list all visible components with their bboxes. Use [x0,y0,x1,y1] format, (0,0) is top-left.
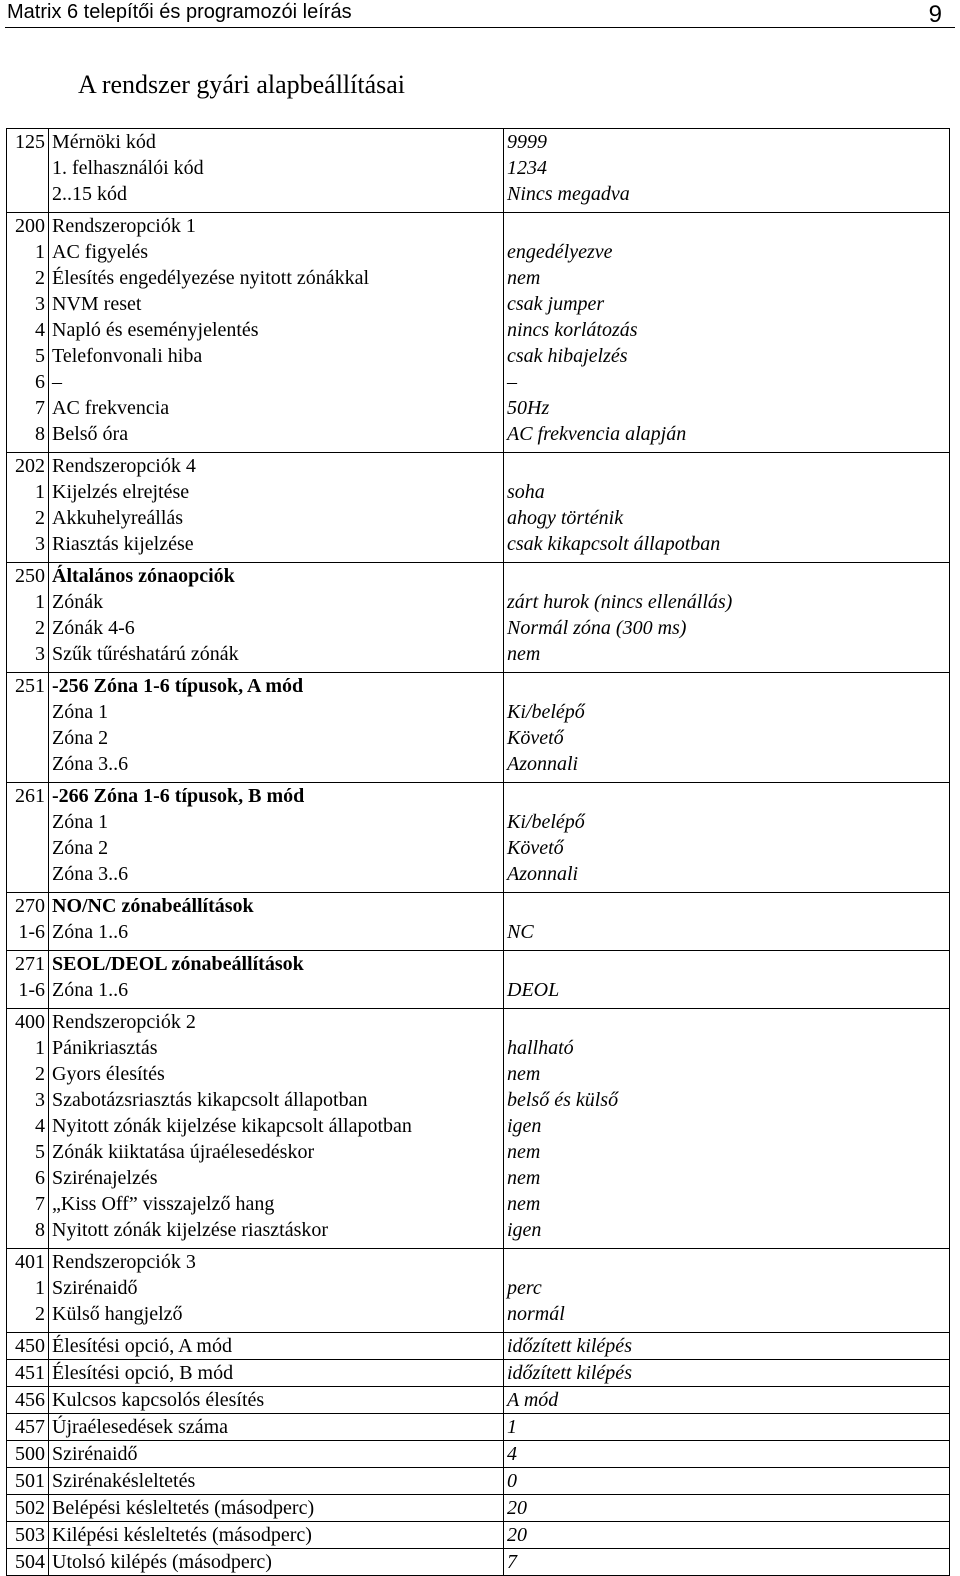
table-row [7,1249,950,1333]
option-code: 503 [7,1522,49,1549]
option-name: Belépési késleltetés (másodperc) [49,1495,504,1522]
option-code: 200 [15,215,45,237]
option-name: Szirénaidő [49,1441,504,1468]
option-name: Zóna 2 [52,727,109,749]
option-value: AC frekvencia alapján [507,423,687,445]
code-cell [7,951,49,1009]
option-name: Utolsó kilépés (másodperc) [49,1549,504,1576]
option-code: 1 [35,1277,45,1299]
cell-padding [7,1243,45,1248]
option-value: normál [507,1303,565,1325]
option-value: Ki/belépő [507,811,585,833]
option-code: 2 [35,1303,45,1325]
cell-padding [7,945,45,950]
header-rule [5,27,955,28]
option-value [507,213,949,239]
option-value: nem [507,1141,541,1163]
option-value: 50Hz [507,397,550,419]
option-value: Nincs megadva [507,183,630,205]
option-name: Zóna 1 [52,811,109,833]
code-cell [7,1009,49,1249]
cell-padding [7,667,45,672]
option-name: Szirénakésleltetés [49,1468,504,1495]
option-name: Élesítési opció, A mód [49,1333,504,1360]
option-code: 6 [35,371,45,393]
option-value: Azonnali [507,863,579,885]
option-value: időzített kilépés [504,1333,950,1360]
option-code: 1-6 [18,921,45,943]
code-cell [7,673,49,783]
table-row [7,1468,950,1495]
option-code: 400 [15,1011,45,1033]
option-name: Szabotázsriasztás kikapcsolt állapotban [52,1089,368,1111]
option-name: – [52,371,62,393]
option-code: 3 [35,1089,45,1111]
option-code: 4 [35,319,45,341]
option-value: Ki/belépő [507,701,585,723]
cell-padding [52,667,503,672]
option-name: Zónák 4-6 [52,617,135,639]
cell-padding [507,207,949,212]
code-cell [7,1249,49,1333]
cell-padding [7,447,45,452]
option-value: igen [507,1115,542,1137]
option-value: csak hibajelzés [507,345,628,367]
cell-padding [507,887,949,892]
option-name: -256 Zóna 1-6 típusok, A mód [52,675,304,697]
document-title: Matrix 6 telepítői és programozói leírás [7,1,352,23]
option-value [507,783,949,809]
option-value: nincs korlátozás [507,319,638,341]
cell-padding [52,207,503,212]
cell-padding [52,557,503,562]
option-code [7,861,45,887]
cell-padding [7,1327,45,1332]
option-value: 0 [504,1468,950,1495]
table-row [7,129,950,213]
option-value: zárt hurok (nincs ellenállás) [507,591,733,613]
option-code: 251 [15,675,45,697]
option-name: Telefonvonali hiba [52,345,203,367]
option-value: 20 [504,1522,950,1549]
value-cell [504,893,950,951]
table-row [7,453,950,563]
table-row [7,1360,950,1387]
option-code [7,751,45,777]
option-value: nem [507,1193,541,1215]
option-value [507,893,949,919]
name-cell [49,563,504,673]
option-code: 1 [35,591,45,613]
cell-padding [507,447,949,452]
code-cell [7,453,49,563]
option-value: időzített kilépés [504,1360,950,1387]
option-name: Mérnöki kód [52,131,156,153]
value-cell [504,563,950,673]
option-code: 3 [35,643,45,665]
option-name: SEOL/DEOL zónabeállítások [52,953,304,975]
option-value: 9999 [507,131,547,153]
option-code: 504 [7,1549,49,1576]
option-code: 456 [7,1387,49,1414]
option-name: Belső óra [52,423,129,445]
option-code: 8 [35,423,45,445]
option-name: Zóna 2 [52,837,109,859]
option-name: Rendszeropciók 3 [52,1251,196,1273]
option-name: Élesítési opció, B mód [49,1360,504,1387]
option-value: 20 [504,1495,950,1522]
option-name: -266 Zóna 1-6 típusok, B mód [52,785,305,807]
option-code: 451 [7,1360,49,1387]
option-code: 4 [35,1115,45,1137]
option-code: 501 [7,1468,49,1495]
option-name: AC figyelés [52,241,149,263]
option-name: Rendszeropciók 4 [52,455,196,477]
option-name: Rendszeropciók 1 [52,215,196,237]
option-code [7,181,45,207]
option-value: ahogy történik [507,507,624,529]
name-cell [49,893,504,951]
name-cell [49,213,504,453]
option-code: 3 [35,293,45,315]
option-value: hallható [507,1037,574,1059]
option-name: Kilépési késleltetés (másodperc) [49,1522,504,1549]
name-cell [49,453,504,563]
option-code: 457 [7,1414,49,1441]
option-value: Azonnali [507,753,579,775]
option-code: 7 [35,1193,45,1215]
option-code: 1 [35,241,45,263]
option-code: 270 [15,895,45,917]
name-cell [49,783,504,893]
option-value: perc [507,1277,542,1299]
value-cell [504,951,950,1009]
code-cell [7,563,49,673]
option-value [507,453,949,479]
option-code [7,835,45,861]
option-name: Nyitott zónák kijelzése kikapcsolt állapotban [52,1115,412,1137]
option-name: Riasztás kijelzése [52,533,194,555]
option-code: 1-6 [18,979,45,1001]
option-value: – [507,371,517,393]
option-value: nem [507,643,541,665]
cell-padding [52,945,503,950]
option-name: NVM reset [52,293,142,315]
option-code: 2 [35,507,45,529]
option-code: 271 [15,953,45,975]
option-name: Akkuhelyreállás [52,507,184,529]
page-header [0,0,960,30]
option-value: 1234 [507,157,547,179]
table-row [7,951,950,1009]
table-row [7,1495,950,1522]
option-value [507,1249,949,1275]
option-name: Rendszeropciók 2 [52,1011,196,1033]
option-value: 4 [504,1441,950,1468]
table-row [7,1441,950,1468]
option-value: DEOL [507,979,560,1001]
cell-padding [507,777,949,782]
option-name: Nyitott zónák kijelzése riasztáskor [52,1219,329,1241]
option-value [507,673,949,699]
option-name: „Kiss Off” visszajelző hang [52,1193,275,1215]
cell-padding [7,207,45,212]
table-row [7,1522,950,1549]
option-name: Szirénajelzés [52,1167,158,1189]
value-cell [504,673,950,783]
option-value: Követő [507,727,564,749]
option-name: Zóna 3..6 [52,753,129,775]
cell-padding [52,1243,503,1248]
option-code [7,725,45,751]
defaults-table [6,128,950,1576]
cell-padding [52,1003,503,1008]
table-row [7,1009,950,1249]
cell-padding [52,447,503,452]
option-value: NC [507,921,534,943]
table-row [7,783,950,893]
option-value: csak jumper [507,293,605,315]
name-cell [49,1249,504,1333]
option-value: nem [507,1167,541,1189]
option-value: 1 [504,1414,950,1441]
option-name: Zónák kiiktatása újraélesedéskor [52,1141,315,1163]
option-code: 2 [35,1063,45,1085]
cell-padding [507,945,949,950]
option-name: Külső hangjelző [52,1303,183,1325]
option-value: engedélyezve [507,241,613,263]
option-name: Napló és eseményjelentés [52,319,259,341]
page-number: 9 [928,1,942,28]
option-name: Zóna 1..6 [52,921,129,943]
table-row [7,1549,950,1576]
name-cell [49,129,504,213]
cell-padding [507,1243,949,1248]
section-heading: A rendszer gyári alapbeállításai [78,70,406,99]
value-cell [504,129,950,213]
option-code: 1 [35,1037,45,1059]
option-value: igen [507,1219,542,1241]
option-code [7,155,45,181]
cell-padding [507,1003,949,1008]
option-value [507,1009,949,1035]
option-name: Szirénaidő [52,1277,138,1299]
option-value [507,563,949,589]
table-row [7,213,950,453]
option-name: Pánikriasztás [52,1037,158,1059]
option-value: 7 [504,1549,950,1576]
cell-padding [507,557,949,562]
cell-padding [7,777,45,782]
cell-padding [507,1327,949,1332]
option-name: 2..15 kód [52,183,127,205]
option-name: Zónák [52,591,104,613]
option-name: Zóna 3..6 [52,863,129,885]
value-cell [504,213,950,453]
option-code: 261 [15,785,45,807]
option-code: 5 [35,1141,45,1163]
table-row [7,673,950,783]
cell-padding [7,1003,45,1008]
option-value: csak kikapcsolt állapotban [507,533,721,555]
option-value: belső és külső [507,1089,619,1111]
option-code: 500 [7,1441,49,1468]
option-value: soha [507,481,545,503]
cell-padding [507,667,949,672]
option-name: NO/NC zónabeállítások [52,895,254,917]
option-name: Szűk tűréshatárú zónák [52,643,239,665]
option-value: nem [507,1063,541,1085]
option-code: 1 [35,481,45,503]
table-row [7,563,950,673]
option-code [7,809,45,835]
option-code: 3 [35,533,45,555]
option-name: Kijelzés elrejtése [52,481,190,503]
name-cell [49,951,504,1009]
cell-padding [52,777,503,782]
code-cell [7,783,49,893]
option-code: 2 [35,267,45,289]
option-code [7,699,45,725]
value-cell [504,453,950,563]
option-code: 401 [15,1251,45,1273]
cell-padding [52,887,503,892]
option-value: Normál zóna (300 ms) [507,617,687,639]
name-cell [49,1009,504,1249]
option-code: 8 [35,1219,45,1241]
option-value: Követő [507,837,564,859]
value-cell [504,1009,950,1249]
name-cell [49,673,504,783]
option-name: Élesítés engedélyezése nyitott zónákkal [52,267,370,289]
option-value: nem [507,267,541,289]
option-code: 202 [15,455,45,477]
option-name: Kulcsos kapcsolós élesítés [49,1387,504,1414]
option-value: A mód [504,1387,950,1414]
table-row [7,1414,950,1441]
option-name: Gyors élesítés [52,1063,165,1085]
option-name: AC frekvencia [52,397,170,419]
option-value [507,951,949,977]
table-row [7,893,950,951]
table-row [7,1333,950,1360]
option-name: 1. felhasználói kód [52,157,204,179]
code-cell [7,893,49,951]
option-code: 5 [35,345,45,367]
option-name: Általános zónaopciók [52,565,235,587]
value-cell [504,783,950,893]
option-code: 6 [35,1167,45,1189]
code-cell [7,213,49,453]
cell-padding [52,1327,503,1332]
option-code: 2 [35,617,45,639]
cell-padding [7,557,45,562]
code-cell [7,129,49,213]
option-code: 450 [7,1333,49,1360]
option-name: Zóna 1 [52,701,109,723]
option-name: Újraélesedések száma [49,1414,504,1441]
option-code: 7 [35,397,45,419]
cell-padding [7,887,45,892]
value-cell [504,1249,950,1333]
table-row [7,1387,950,1414]
option-code: 502 [7,1495,49,1522]
option-code: 125 [15,131,45,153]
option-code: 250 [15,565,45,587]
option-name: Zóna 1..6 [52,979,129,1001]
